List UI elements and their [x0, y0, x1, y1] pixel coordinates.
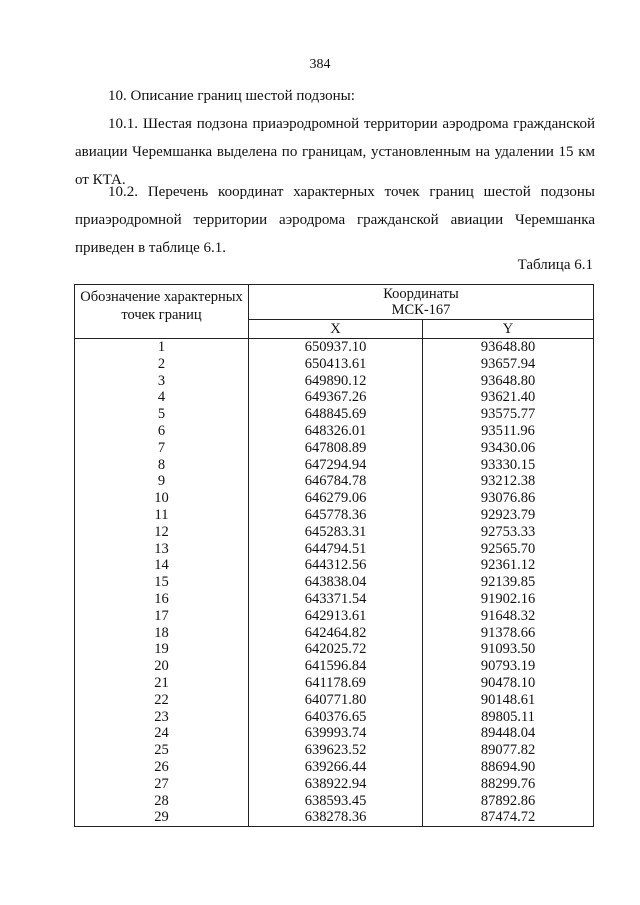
x-coordinate-cell: 640376.65 [249, 709, 423, 726]
y-coordinate-cell: 92923.79 [423, 507, 594, 524]
y-coordinate-cell: 92565.70 [423, 541, 594, 558]
x-coordinate-cell: 644794.51 [249, 541, 423, 558]
x-coordinate-cell: 640771.80 [249, 692, 423, 709]
y-coordinate-cell: 92139.85 [423, 574, 594, 591]
x-coordinate-cell: 638593.45 [249, 793, 423, 810]
point-number-cell: 18 [75, 625, 249, 642]
x-coordinate-cell: 647808.89 [249, 440, 423, 457]
paragraph-10-1-text: 10.1. Шестая подзона приаэродромной территории аэродрома гражданской авиации Черемшанка выделена по границам, установленным на удалении 15 км от КТА. [75, 116, 595, 188]
y-coordinate-cell: 91902.16 [423, 591, 594, 608]
table-row [75, 473, 594, 490]
paragraph-10-2-text: 10.2. Перечень координат характерных точек границ шестой подзоны приаэродромной территории аэродрома гражданской авиации Черемшанка приведен в таблице 6.1. [75, 184, 595, 256]
table-row [75, 457, 594, 474]
y-coordinate-cell: 93575.77 [423, 406, 594, 423]
table-row [75, 776, 594, 793]
table-row [75, 591, 594, 608]
table-row [75, 625, 594, 642]
table-caption: Таблица 6.1 [517, 257, 593, 273]
coordinates-table [74, 284, 594, 827]
table-row [75, 608, 594, 625]
section-heading [75, 82, 595, 110]
x-coordinate-cell: 638278.36 [249, 809, 423, 826]
point-number-cell: 6 [75, 423, 249, 440]
x-coordinate-cell: 646279.06 [249, 490, 423, 507]
y-coordinate-cell: 91093.50 [423, 641, 594, 658]
point-number-cell: 19 [75, 641, 249, 658]
x-coordinate-cell: 646784.78 [249, 473, 423, 490]
x-coordinate-cell: 638922.94 [249, 776, 423, 793]
point-number-cell: 12 [75, 524, 249, 541]
column-header-x: X [249, 320, 423, 339]
y-coordinate-cell: 87474.72 [423, 809, 594, 826]
x-coordinate-cell: 639623.52 [249, 742, 423, 759]
page-number: 384 [309, 57, 331, 72]
point-number-cell: 10 [75, 490, 249, 507]
section-heading-text: 10. Описание границ шестой подзоны: [108, 88, 355, 104]
x-coordinate-cell: 649890.12 [249, 373, 423, 390]
table-row [75, 507, 594, 524]
x-coordinate-cell: 647294.94 [249, 457, 423, 474]
table-row [75, 440, 594, 457]
y-coordinate-cell: 91648.32 [423, 608, 594, 625]
y-coordinate-cell: 92753.33 [423, 524, 594, 541]
point-number-cell: 14 [75, 557, 249, 574]
column-header-designation: Обозначение характерных точек границ [75, 285, 249, 339]
table-row [75, 389, 594, 406]
x-coordinate-cell: 639993.74 [249, 725, 423, 742]
y-coordinate-cell: 92361.12 [423, 557, 594, 574]
y-coordinate-cell: 89448.04 [423, 725, 594, 742]
y-coordinate-cell: 88299.76 [423, 776, 594, 793]
y-coordinate-cell: 93621.40 [423, 389, 594, 406]
point-number-cell: 3 [75, 373, 249, 390]
x-coordinate-cell: 650937.10 [249, 339, 423, 356]
table-row [75, 675, 594, 692]
table-row [75, 809, 594, 826]
y-coordinate-cell: 93648.80 [423, 373, 594, 390]
coordinates-table-body [75, 339, 594, 827]
x-coordinate-cell: 642025.72 [249, 641, 423, 658]
point-number-cell: 25 [75, 742, 249, 759]
table-row [75, 524, 594, 541]
point-number-cell: 11 [75, 507, 249, 524]
y-coordinate-cell: 93648.80 [423, 339, 594, 356]
point-number-cell: 5 [75, 406, 249, 423]
x-coordinate-cell: 643371.54 [249, 591, 423, 608]
column-header-coordinate-system: МСК-167 [391, 302, 451, 318]
table-row [75, 641, 594, 658]
table-row [75, 373, 594, 390]
table-row [75, 574, 594, 591]
y-coordinate-cell: 93076.86 [423, 490, 594, 507]
y-coordinate-cell: 90793.19 [423, 658, 594, 675]
point-number-cell: 28 [75, 793, 249, 810]
x-coordinate-cell: 641178.69 [249, 675, 423, 692]
table-row [75, 725, 594, 742]
point-number-cell: 22 [75, 692, 249, 709]
point-number-cell: 7 [75, 440, 249, 457]
point-number-cell: 26 [75, 759, 249, 776]
x-coordinate-cell: 641596.84 [249, 658, 423, 675]
table-row [75, 742, 594, 759]
point-number-cell: 17 [75, 608, 249, 625]
table-row [75, 541, 594, 558]
x-coordinate-cell: 644312.56 [249, 557, 423, 574]
x-coordinate-cell: 649367.26 [249, 389, 423, 406]
x-coordinate-cell: 642464.82 [249, 625, 423, 642]
y-coordinate-cell: 90148.61 [423, 692, 594, 709]
point-number-cell: 13 [75, 541, 249, 558]
table-row [75, 423, 594, 440]
x-coordinate-cell: 642913.61 [249, 608, 423, 625]
y-coordinate-cell: 93330.15 [423, 457, 594, 474]
point-number-cell: 9 [75, 473, 249, 490]
point-number-cell: 8 [75, 457, 249, 474]
point-number-cell: 20 [75, 658, 249, 675]
y-coordinate-cell: 90478.10 [423, 675, 594, 692]
column-header-coordinates-title: Координаты [383, 286, 459, 302]
x-coordinate-cell: 643838.04 [249, 574, 423, 591]
y-coordinate-cell: 88694.90 [423, 759, 594, 776]
table-row [75, 759, 594, 776]
point-number-cell: 1 [75, 339, 249, 356]
table-row [75, 793, 594, 810]
point-number-cell: 29 [75, 809, 249, 826]
point-number-cell: 24 [75, 725, 249, 742]
y-coordinate-cell: 87892.86 [423, 793, 594, 810]
y-coordinate-cell: 89805.11 [423, 709, 594, 726]
paragraph-10-2 [75, 178, 595, 262]
table-row [75, 692, 594, 709]
y-coordinate-cell: 91378.66 [423, 625, 594, 642]
y-coordinate-cell: 93430.06 [423, 440, 594, 457]
x-coordinate-cell: 650413.61 [249, 356, 423, 373]
point-number-cell: 27 [75, 776, 249, 793]
y-coordinate-cell: 93212.38 [423, 473, 594, 490]
x-coordinate-cell: 639266.44 [249, 759, 423, 776]
table-row [75, 356, 594, 373]
column-header-coordinates [249, 285, 594, 320]
x-coordinate-cell: 645283.31 [249, 524, 423, 541]
point-number-cell: 16 [75, 591, 249, 608]
x-coordinate-cell: 645778.36 [249, 507, 423, 524]
point-number-cell: 4 [75, 389, 249, 406]
column-header-y: Y [423, 320, 594, 339]
y-coordinate-cell: 93511.96 [423, 423, 594, 440]
point-number-cell: 23 [75, 709, 249, 726]
table-row [75, 557, 594, 574]
table-row [75, 658, 594, 675]
table-row [75, 709, 594, 726]
point-number-cell: 2 [75, 356, 249, 373]
x-coordinate-cell: 648845.69 [249, 406, 423, 423]
y-coordinate-cell: 89077.82 [423, 742, 594, 759]
table-row [75, 339, 594, 356]
point-number-cell: 15 [75, 574, 249, 591]
x-coordinate-cell: 648326.01 [249, 423, 423, 440]
y-coordinate-cell: 93657.94 [423, 356, 594, 373]
table-row [75, 490, 594, 507]
point-number-cell: 21 [75, 675, 249, 692]
table-row [75, 406, 594, 423]
